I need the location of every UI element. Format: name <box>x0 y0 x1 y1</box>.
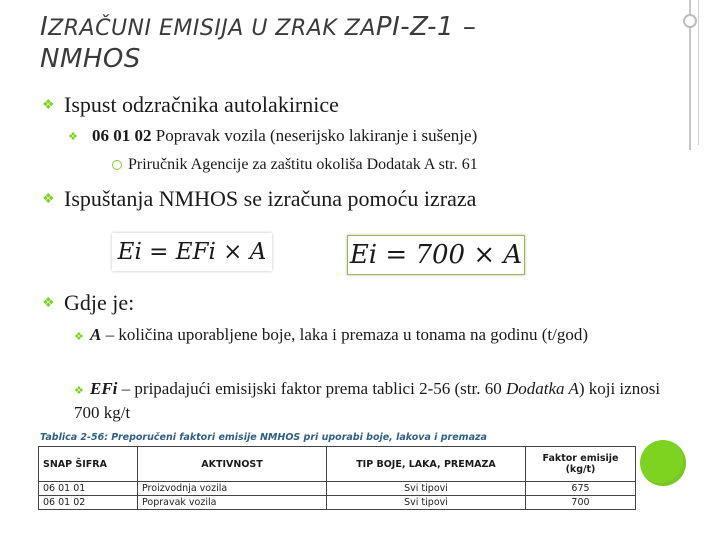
bullet-prirucnik <box>112 156 478 174</box>
title-cap-letter: I <box>40 12 49 42</box>
cell-tip: Svi tipovi <box>327 482 526 496</box>
snap-description: Popravak vozila (neserijsko lakiranje i sušenje) <box>155 126 478 145</box>
title-line2: NMHOS <box>40 44 141 74</box>
table-caption: Tablica 2-56: Preporučeni faktori emisije NMHOS pri uporabi boje, lakova i premaza <box>40 432 487 443</box>
header-faktor: Faktor emisije (kg/t) <box>526 447 636 482</box>
bullet-ispustanja-text: Ispuštanja NMHOS se izračuna pomoću izraza <box>64 186 477 211</box>
definition-efi <box>74 378 674 423</box>
definition-a-term: A <box>90 325 102 344</box>
title-part2: PI-Z-1 – <box>375 12 477 42</box>
bullet-gdje-text: Gdje je: <box>64 290 135 315</box>
header-snap: SNAP ŠIFRA <box>39 447 138 482</box>
definition-efi-text1: – pripadajući emisijski faktor prema tablici 2‐56 (str. 60 <box>121 379 502 398</box>
circle-bullet-icon <box>112 160 122 170</box>
table-row <box>39 496 636 510</box>
decorative-circle <box>683 14 697 28</box>
formula-general: Ei = EFi × A <box>112 233 272 271</box>
emission-factor-table <box>38 446 636 510</box>
bullet-snap <box>68 126 477 146</box>
formula-specific: Ei = 700 × A <box>347 235 525 275</box>
title-part1: ZRAČUNI EMISIJA U ZRAK ZA <box>48 16 376 41</box>
definition-a <box>74 324 674 348</box>
definition-efi-italic: Dodatka A <box>505 379 579 398</box>
bullet-marker-icon: ❖ <box>42 191 55 207</box>
bullet-marker-icon: ❖ <box>74 385 84 397</box>
definition-efi-term: EFi <box>90 379 118 398</box>
slide-title <box>40 12 660 74</box>
table-row <box>39 482 636 496</box>
bullet-marker-icon: ❖ <box>42 97 55 113</box>
bullet-ispustanja <box>42 186 476 212</box>
definition-a-text: – količina uporabljene boje, laka i premaza u tonama na godinu (t/god) <box>105 325 589 344</box>
bullet-ispust <box>42 92 339 118</box>
header-tip: TIP BOJE, LAKA, PREMAZA <box>327 447 526 482</box>
bullet-marker-icon: ❖ <box>42 295 55 311</box>
cell-snap: 06 01 02 <box>39 496 138 510</box>
table-header-row <box>39 447 636 482</box>
cell-aktivnost: Popravak vozila <box>138 496 327 510</box>
cell-faktor: 675 <box>526 482 636 496</box>
bullet-ispust-text: Ispust odzračnika autolakirnice <box>64 92 339 117</box>
cell-faktor: 700 <box>526 496 636 510</box>
bullet-prirucnik-text: Priručnik Agencije za zaštitu okoliša Dodatak A str. 61 <box>128 156 478 173</box>
decorative-green-circle <box>640 440 686 486</box>
bullet-gdje <box>42 290 134 316</box>
definition-efi-text2: ) koji iznosi 700 kg/t <box>74 379 661 422</box>
bullet-marker-icon: ❖ <box>68 130 78 143</box>
cell-snap: 06 01 01 <box>39 482 138 496</box>
cell-aktivnost: Proizvodnja vozila <box>138 482 327 496</box>
decorative-vertical-line-thin <box>698 0 699 145</box>
header-aktivnost: AKTIVNOST <box>138 447 327 482</box>
cell-tip: Svi tipovi <box>327 496 526 510</box>
snap-code: 06 01 02 <box>92 126 152 145</box>
bullet-marker-icon: ❖ <box>74 331 84 343</box>
